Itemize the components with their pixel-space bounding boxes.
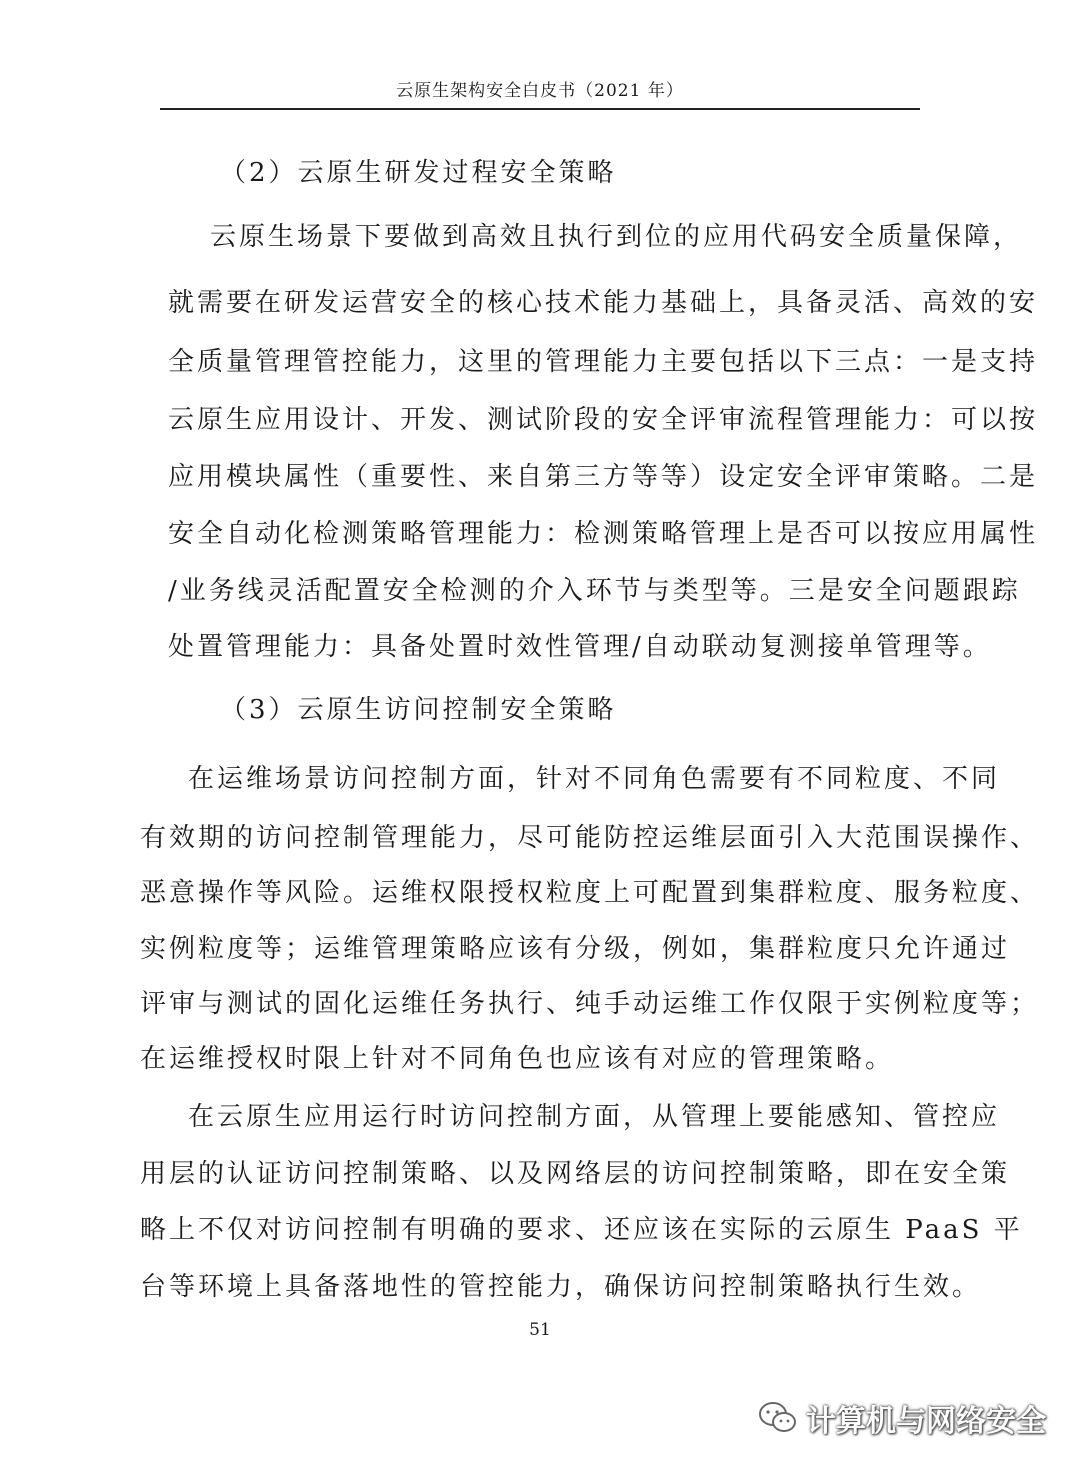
watermark [758,1396,1046,1440]
header-divider [160,108,920,110]
page-header-title: 云原生架构安全白皮书（2021 年） [396,81,684,101]
page-number: 51 [529,1320,551,1340]
section-heading-2: （2）云原生研发过程安全策略 [220,158,617,188]
paragraph-line: 云原生应用设计、开发、测试阶段的安全评审流程管理能力：可以按 [168,405,1039,435]
paragraph-line: 云原生场景下要做到高效且执行到位的应用代码安全质量保障， [210,222,1023,252]
paragraph-line: 应用模块属性（重要性、来自第三方等等）设定安全评审策略。二是 [168,462,1039,492]
paragraph-line: 在运维场景访问控制方面，针对不同角色需要有不同粒度、不同 [188,764,1001,794]
paragraph-line: 安全自动化检测策略管理能力：检测策略管理上是否可以按应用属性 [168,519,1039,549]
paragraph-line: 评审与测试的固化运维任务执行、纯手动运维工作仅限于实例粒度等； [140,989,1040,1019]
paragraph-line: 实例粒度等；运维管理策略应该有分级，例如，集群粒度只允许通过 [140,934,1011,964]
paragraph-line: 恶意操作等风险。运维权限授权粒度上可配置到集群粒度、服务粒度、 [140,878,1040,908]
paragraph-line: 有效期的访问控制管理能力，尽可能防控运维层面引入大范围误操作、 [140,823,1040,853]
watermark-text: 计算机与网络安全 [806,1404,1046,1439]
paragraph-line: 在云原生应用运行时访问控制方面，从管理上要能感知、管控应 [188,1102,1001,1132]
paragraph-line: 台等环境上具备落地性的管控能力，确保访问控制策略执行生效。 [140,1272,982,1302]
paragraph-line: 略上不仅对访问控制有明确的要求、还应该在实际的云原生 PaaS 平 [140,1215,1023,1245]
wechat-icon [758,1401,798,1435]
paragraph-line: 在运维授权时限上针对不同角色也应该有对应的管理策略。 [140,1044,895,1074]
section-heading-3: （3）云原生访问控制安全策略 [220,695,617,725]
paragraph-line: 全质量管理管控能力，这里的管理能力主要包括以下三点：一是支持 [168,347,1039,377]
paragraph-line: 处置管理能力：具备处置时效性管理/自动联动复测接单管理等。 [168,632,992,662]
paragraph-line: 用层的认证访问控制策略、以及网络层的访问控制策略，即在安全策 [140,1159,1011,1189]
paragraph-line: 就需要在研发运营安全的核心技术能力基础上，具备灵活、高效的安 [168,288,1039,318]
paragraph-line: /业务线灵活配置安全检测的介入环节与类型等。三是安全问题跟踪 [168,576,1021,606]
